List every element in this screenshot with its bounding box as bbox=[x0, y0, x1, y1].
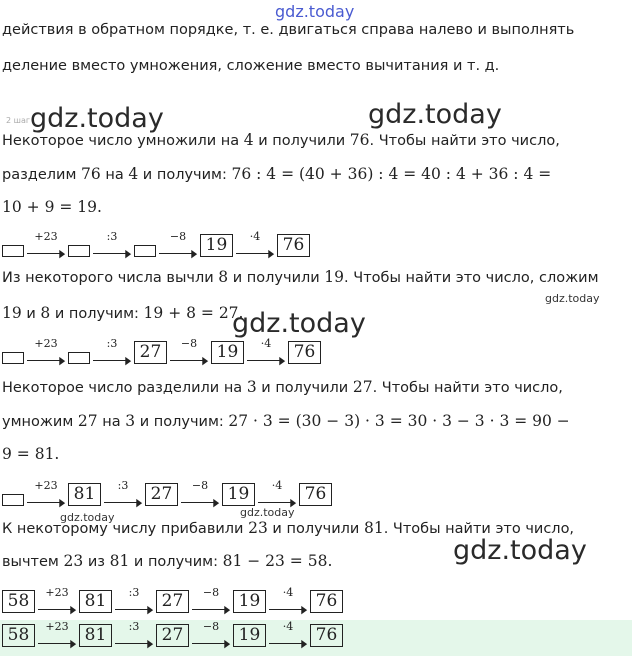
watermark-big-1: gdz.today bbox=[30, 103, 164, 134]
step3-line-1: Некоторое число разделили на 3 и получили 27. Чтобы найти это число, bbox=[2, 378, 563, 396]
step1-line-1: Некоторое число умножили на 4 и получили 76. Чтобы найти это число, bbox=[2, 131, 560, 149]
arrow-head-icon: ▶ bbox=[300, 603, 307, 616]
watermark-small-1: gdz.today bbox=[545, 292, 600, 305]
arrow bbox=[266, 620, 310, 650]
arrow-operation: −8 bbox=[202, 586, 220, 599]
number-box: 27 bbox=[156, 624, 189, 647]
number-box: 58 bbox=[2, 590, 35, 613]
watermark-top: gdz.today bbox=[275, 2, 355, 21]
step-label: 2 шаг bbox=[6, 116, 31, 125]
step3-line-2: умножим 27 на 3 и получим: 27 · 3 = (30 − 3) · 3 = 30 · 3 − 3 · 3 = 90 − bbox=[2, 412, 570, 430]
chain-3 bbox=[2, 479, 332, 509]
arrow-head-icon: ▶ bbox=[190, 247, 197, 260]
arrow-head-icon: ▶ bbox=[267, 247, 274, 260]
arrow-operation: +23 bbox=[34, 230, 58, 243]
step3-line-3: 9 = 81. bbox=[2, 445, 60, 463]
arrow-operation: :3 bbox=[106, 230, 118, 243]
watermark-big-4: gdz.today bbox=[453, 535, 587, 566]
empty-box bbox=[2, 245, 24, 257]
watermark-big-2: gdz.today bbox=[368, 99, 502, 130]
arrow bbox=[167, 337, 211, 367]
empty-box bbox=[2, 494, 24, 506]
empty-box bbox=[68, 245, 90, 257]
arrow-head-icon: ▶ bbox=[201, 354, 208, 367]
chain-2 bbox=[2, 337, 321, 367]
intro-line-1: действия в обратном порядке, т. е. двигаться справа налево и выполнять bbox=[2, 22, 575, 38]
number-box: 19 bbox=[233, 624, 266, 647]
number-box: 76 bbox=[310, 590, 343, 613]
arrow-operation: −8 bbox=[202, 620, 220, 633]
number-box: 19 bbox=[222, 483, 255, 506]
arrow bbox=[189, 620, 233, 650]
arrow-operation: ·4 bbox=[249, 230, 261, 243]
arrow-operation: :3 bbox=[128, 586, 140, 599]
arrow bbox=[112, 586, 156, 616]
arrow-head-icon: ▶ bbox=[69, 603, 76, 616]
intro-line-2: деление вместо умножения, сложение вместо вычитания и т. д. bbox=[2, 58, 500, 74]
step1-line-2: разделим 76 на 4 и получим: 76 : 4 = (40 + 36) : 4 = 40 : 4 + 36 : 4 = bbox=[2, 165, 552, 183]
arrow-operation: ·4 bbox=[271, 479, 283, 492]
number-box: 76 bbox=[310, 624, 343, 647]
arrow-operation: −8 bbox=[191, 479, 209, 492]
arrow-head-icon: ▶ bbox=[212, 496, 219, 509]
arrow-head-icon: ▶ bbox=[223, 603, 230, 616]
arrow-head-icon: ▶ bbox=[146, 603, 153, 616]
arrow bbox=[24, 479, 68, 509]
arrow bbox=[24, 230, 68, 260]
step1-line-3: 10 + 9 = 19. bbox=[2, 198, 102, 216]
number-box: 81 bbox=[79, 590, 112, 613]
arrow-head-icon: ▶ bbox=[124, 247, 131, 260]
number-box: 76 bbox=[299, 483, 332, 506]
number-box: 19 bbox=[200, 234, 233, 257]
arrow-operation: :3 bbox=[128, 620, 140, 633]
arrow-head-icon: ▶ bbox=[69, 637, 76, 650]
arrow-head-icon: ▶ bbox=[135, 496, 142, 509]
arrow-operation: ·4 bbox=[282, 586, 294, 599]
arrow bbox=[255, 479, 299, 509]
empty-box bbox=[134, 245, 156, 257]
arrow-head-icon: ▶ bbox=[124, 354, 131, 367]
number-box: 19 bbox=[233, 590, 266, 613]
arrow-head-icon: ▶ bbox=[278, 354, 285, 367]
arrow bbox=[178, 479, 222, 509]
arrow bbox=[90, 337, 134, 367]
arrow bbox=[24, 337, 68, 367]
chain-4 bbox=[2, 586, 343, 616]
arrow-head-icon: ▶ bbox=[300, 637, 307, 650]
arrow bbox=[35, 620, 79, 650]
number-box: 27 bbox=[134, 341, 167, 364]
chain-1 bbox=[2, 230, 310, 260]
empty-box bbox=[2, 352, 24, 364]
number-box: 76 bbox=[277, 234, 310, 257]
arrow bbox=[156, 230, 200, 260]
arrow-operation: +23 bbox=[45, 620, 69, 633]
arrow-head-icon: ▶ bbox=[223, 637, 230, 650]
watermark-big-3: gdz.today bbox=[232, 308, 366, 339]
number-box: 81 bbox=[68, 483, 101, 506]
arrow bbox=[90, 230, 134, 260]
chain-5 bbox=[2, 620, 343, 650]
step4-line-1: К некоторому числу прибавили 23 и получили 81. Чтобы найти это число, bbox=[2, 519, 575, 537]
watermark-small-2: gdz.today bbox=[60, 511, 115, 524]
arrow bbox=[35, 586, 79, 616]
arrow-head-icon: ▶ bbox=[289, 496, 296, 509]
arrow-operation: −8 bbox=[169, 230, 187, 243]
number-box: 81 bbox=[79, 624, 112, 647]
step2-line-1: Из некоторого числа вычли 8 и получили 19. Чтобы найти это число, сложим bbox=[2, 268, 599, 286]
arrow-operation: :3 bbox=[106, 337, 118, 350]
arrow-operation: +23 bbox=[45, 586, 69, 599]
arrow-head-icon: ▶ bbox=[58, 354, 65, 367]
arrow-operation: :3 bbox=[117, 479, 129, 492]
step4-line-2: вычтем 23 из 81 и получим: 81 − 23 = 58. bbox=[2, 552, 333, 570]
arrow bbox=[266, 586, 310, 616]
arrow-head-icon: ▶ bbox=[146, 637, 153, 650]
arrow bbox=[233, 230, 277, 260]
number-box: 27 bbox=[156, 590, 189, 613]
number-box: 76 bbox=[288, 341, 321, 364]
watermark-small-3: gdz.today bbox=[240, 506, 295, 519]
step2-line-2: 19 и 8 и получим: 19 + 8 = 27. bbox=[2, 304, 244, 322]
arrow bbox=[189, 586, 233, 616]
arrow-operation: −8 bbox=[180, 337, 198, 350]
arrow-operation: +23 bbox=[34, 479, 58, 492]
arrow-operation: ·4 bbox=[282, 620, 294, 633]
arrow-operation: ·4 bbox=[260, 337, 272, 350]
arrow-operation: +23 bbox=[34, 337, 58, 350]
number-box: 27 bbox=[145, 483, 178, 506]
arrow-head-icon: ▶ bbox=[58, 247, 65, 260]
arrow-head-icon: ▶ bbox=[58, 496, 65, 509]
number-box: 58 bbox=[2, 624, 35, 647]
arrow bbox=[244, 337, 288, 367]
number-box: 19 bbox=[211, 341, 244, 364]
arrow bbox=[101, 479, 145, 509]
empty-box bbox=[68, 352, 90, 364]
arrow bbox=[112, 620, 156, 650]
